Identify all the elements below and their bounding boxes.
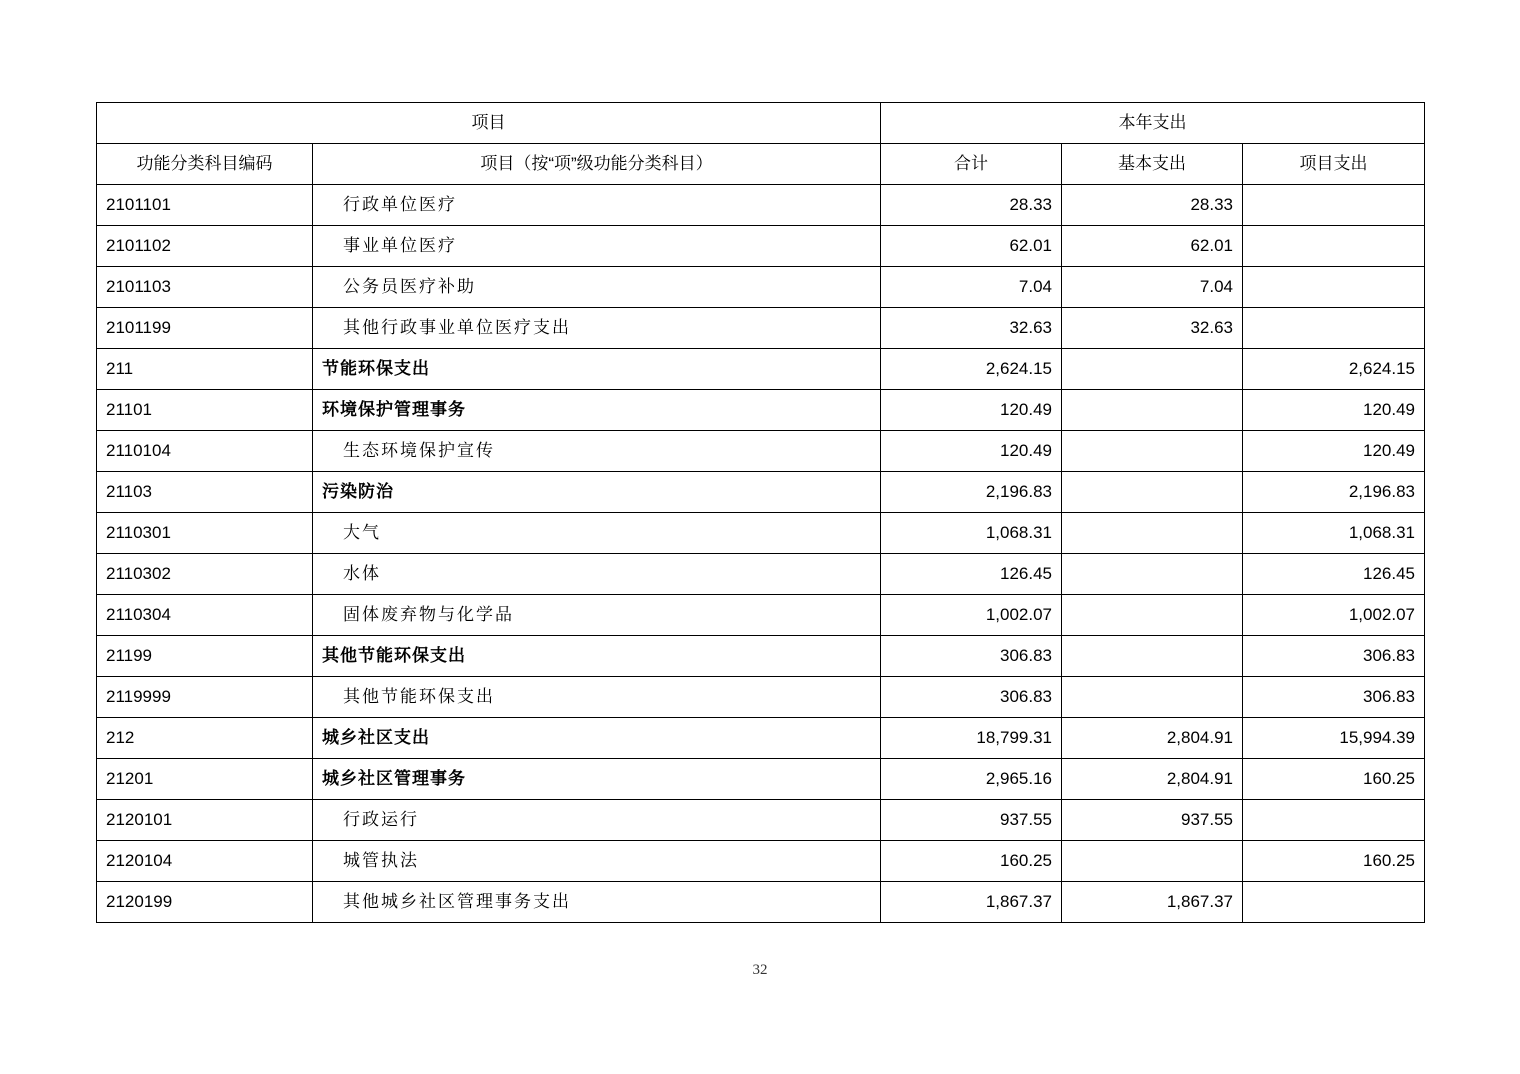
code-cell: 2120101 (97, 800, 313, 841)
basic-expense-cell: 937.55 (1062, 800, 1243, 841)
total-cell: 1,867.37 (881, 882, 1062, 923)
total-cell: 306.83 (881, 636, 1062, 677)
table-row (97, 185, 1425, 226)
project-header: 项目 (97, 103, 881, 144)
project-expense-cell: 15,994.39 (1243, 718, 1425, 759)
table-row (97, 841, 1425, 882)
item-name-cell: 城乡社区管理事务 (313, 759, 881, 800)
code-cell: 2101199 (97, 308, 313, 349)
table-row (97, 513, 1425, 554)
total-cell: 2,624.15 (881, 349, 1062, 390)
item-name-cell: 公务员医疗补助 (313, 267, 881, 308)
table-row (97, 595, 1425, 636)
basic-expense-cell (1062, 595, 1243, 636)
code-header: 功能分类科目编码 (97, 144, 313, 185)
project-expense-header: 项目支出 (1243, 144, 1425, 185)
year-expense-header: 本年支出 (881, 103, 1425, 144)
code-cell: 2110302 (97, 554, 313, 595)
code-cell: 21201 (97, 759, 313, 800)
project-expense-cell: 160.25 (1243, 841, 1425, 882)
table-row (97, 718, 1425, 759)
basic-expense-cell (1062, 390, 1243, 431)
code-cell: 2119999 (97, 677, 313, 718)
code-cell: 2110304 (97, 595, 313, 636)
code-cell: 2101102 (97, 226, 313, 267)
table-row (97, 390, 1425, 431)
code-cell: 2120199 (97, 882, 313, 923)
total-cell: 62.01 (881, 226, 1062, 267)
total-cell: 2,196.83 (881, 472, 1062, 513)
basic-expense-cell (1062, 513, 1243, 554)
item-name-cell: 节能环保支出 (313, 349, 881, 390)
table-row (97, 636, 1425, 677)
basic-expense-cell: 1,867.37 (1062, 882, 1243, 923)
basic-expense-cell: 2,804.91 (1062, 718, 1243, 759)
code-cell: 21101 (97, 390, 313, 431)
total-cell: 7.04 (881, 267, 1062, 308)
project-expense-cell: 306.83 (1243, 636, 1425, 677)
table-row (97, 882, 1425, 923)
code-cell: 211 (97, 349, 313, 390)
table-row (97, 800, 1425, 841)
project-expense-cell (1243, 800, 1425, 841)
basic-header: 基本支出 (1062, 144, 1243, 185)
basic-expense-cell: 62.01 (1062, 226, 1243, 267)
project-expense-cell: 2,196.83 (1243, 472, 1425, 513)
table-row (97, 267, 1425, 308)
item-name-cell: 固体废弃物与化学品 (313, 595, 881, 636)
project-expense-cell: 1,002.07 (1243, 595, 1425, 636)
code-cell: 21103 (97, 472, 313, 513)
expenditure-table (96, 102, 1425, 923)
item-name-cell: 行政运行 (313, 800, 881, 841)
code-cell: 2120104 (97, 841, 313, 882)
basic-expense-cell: 2,804.91 (1062, 759, 1243, 800)
basic-expense-cell (1062, 472, 1243, 513)
project-expense-cell: 2,624.15 (1243, 349, 1425, 390)
table-row (97, 308, 1425, 349)
project-expense-cell (1243, 308, 1425, 349)
project-expense-cell: 126.45 (1243, 554, 1425, 595)
item-name-cell: 其他节能环保支出 (313, 677, 881, 718)
item-name-cell: 事业单位医疗 (313, 226, 881, 267)
page-number: 32 (752, 962, 768, 978)
project-expense-cell: 306.83 (1243, 677, 1425, 718)
project-expense-cell (1243, 185, 1425, 226)
header-row-1 (97, 103, 1425, 144)
total-cell: 306.83 (881, 677, 1062, 718)
item-name-cell: 水体 (313, 554, 881, 595)
total-cell: 120.49 (881, 390, 1062, 431)
table-row (97, 226, 1425, 267)
project-expense-cell: 120.49 (1243, 431, 1425, 472)
code-cell: 2101103 (97, 267, 313, 308)
basic-expense-cell (1062, 677, 1243, 718)
item-name-cell: 大气 (313, 513, 881, 554)
table-row (97, 431, 1425, 472)
project-expense-cell (1243, 267, 1425, 308)
item-name-cell: 生态环境保护宣传 (313, 431, 881, 472)
basic-expense-cell (1062, 841, 1243, 882)
total-cell: 937.55 (881, 800, 1062, 841)
item-name-cell: 其他节能环保支出 (313, 636, 881, 677)
code-cell: 2101101 (97, 185, 313, 226)
table-row (97, 677, 1425, 718)
item-name-cell: 其他行政事业单位医疗支出 (313, 308, 881, 349)
project-expense-cell (1243, 882, 1425, 923)
code-cell: 2110301 (97, 513, 313, 554)
basic-expense-cell: 32.63 (1062, 308, 1243, 349)
item-name-cell: 其他城乡社区管理事务支出 (313, 882, 881, 923)
basic-expense-cell (1062, 431, 1243, 472)
code-cell: 21199 (97, 636, 313, 677)
item-name-cell: 环境保护管理事务 (313, 390, 881, 431)
project-expense-cell: 160.25 (1243, 759, 1425, 800)
total-cell: 1,068.31 (881, 513, 1062, 554)
table-row (97, 554, 1425, 595)
project-expense-cell: 1,068.31 (1243, 513, 1425, 554)
item-name-cell: 污染防治 (313, 472, 881, 513)
item-header: 项目（按“项”级功能分类科目） (313, 144, 881, 185)
item-name-cell: 城乡社区支出 (313, 718, 881, 759)
basic-expense-cell (1062, 349, 1243, 390)
header-row-2 (97, 144, 1425, 185)
total-cell: 160.25 (881, 841, 1062, 882)
total-cell: 18,799.31 (881, 718, 1062, 759)
table-row (97, 472, 1425, 513)
table-body (97, 103, 1425, 923)
total-cell: 28.33 (881, 185, 1062, 226)
basic-expense-cell: 7.04 (1062, 267, 1243, 308)
item-name-cell: 行政单位医疗 (313, 185, 881, 226)
code-cell: 212 (97, 718, 313, 759)
project-expense-cell: 120.49 (1243, 390, 1425, 431)
total-cell: 2,965.16 (881, 759, 1062, 800)
total-cell: 32.63 (881, 308, 1062, 349)
basic-expense-cell (1062, 636, 1243, 677)
basic-expense-cell (1062, 554, 1243, 595)
table-row (97, 759, 1425, 800)
total-header: 合计 (881, 144, 1062, 185)
total-cell: 120.49 (881, 431, 1062, 472)
code-cell: 2110104 (97, 431, 313, 472)
item-name-cell: 城管执法 (313, 841, 881, 882)
total-cell: 1,002.07 (881, 595, 1062, 636)
basic-expense-cell: 28.33 (1062, 185, 1243, 226)
total-cell: 126.45 (881, 554, 1062, 595)
project-expense-cell (1243, 226, 1425, 267)
table-row (97, 349, 1425, 390)
